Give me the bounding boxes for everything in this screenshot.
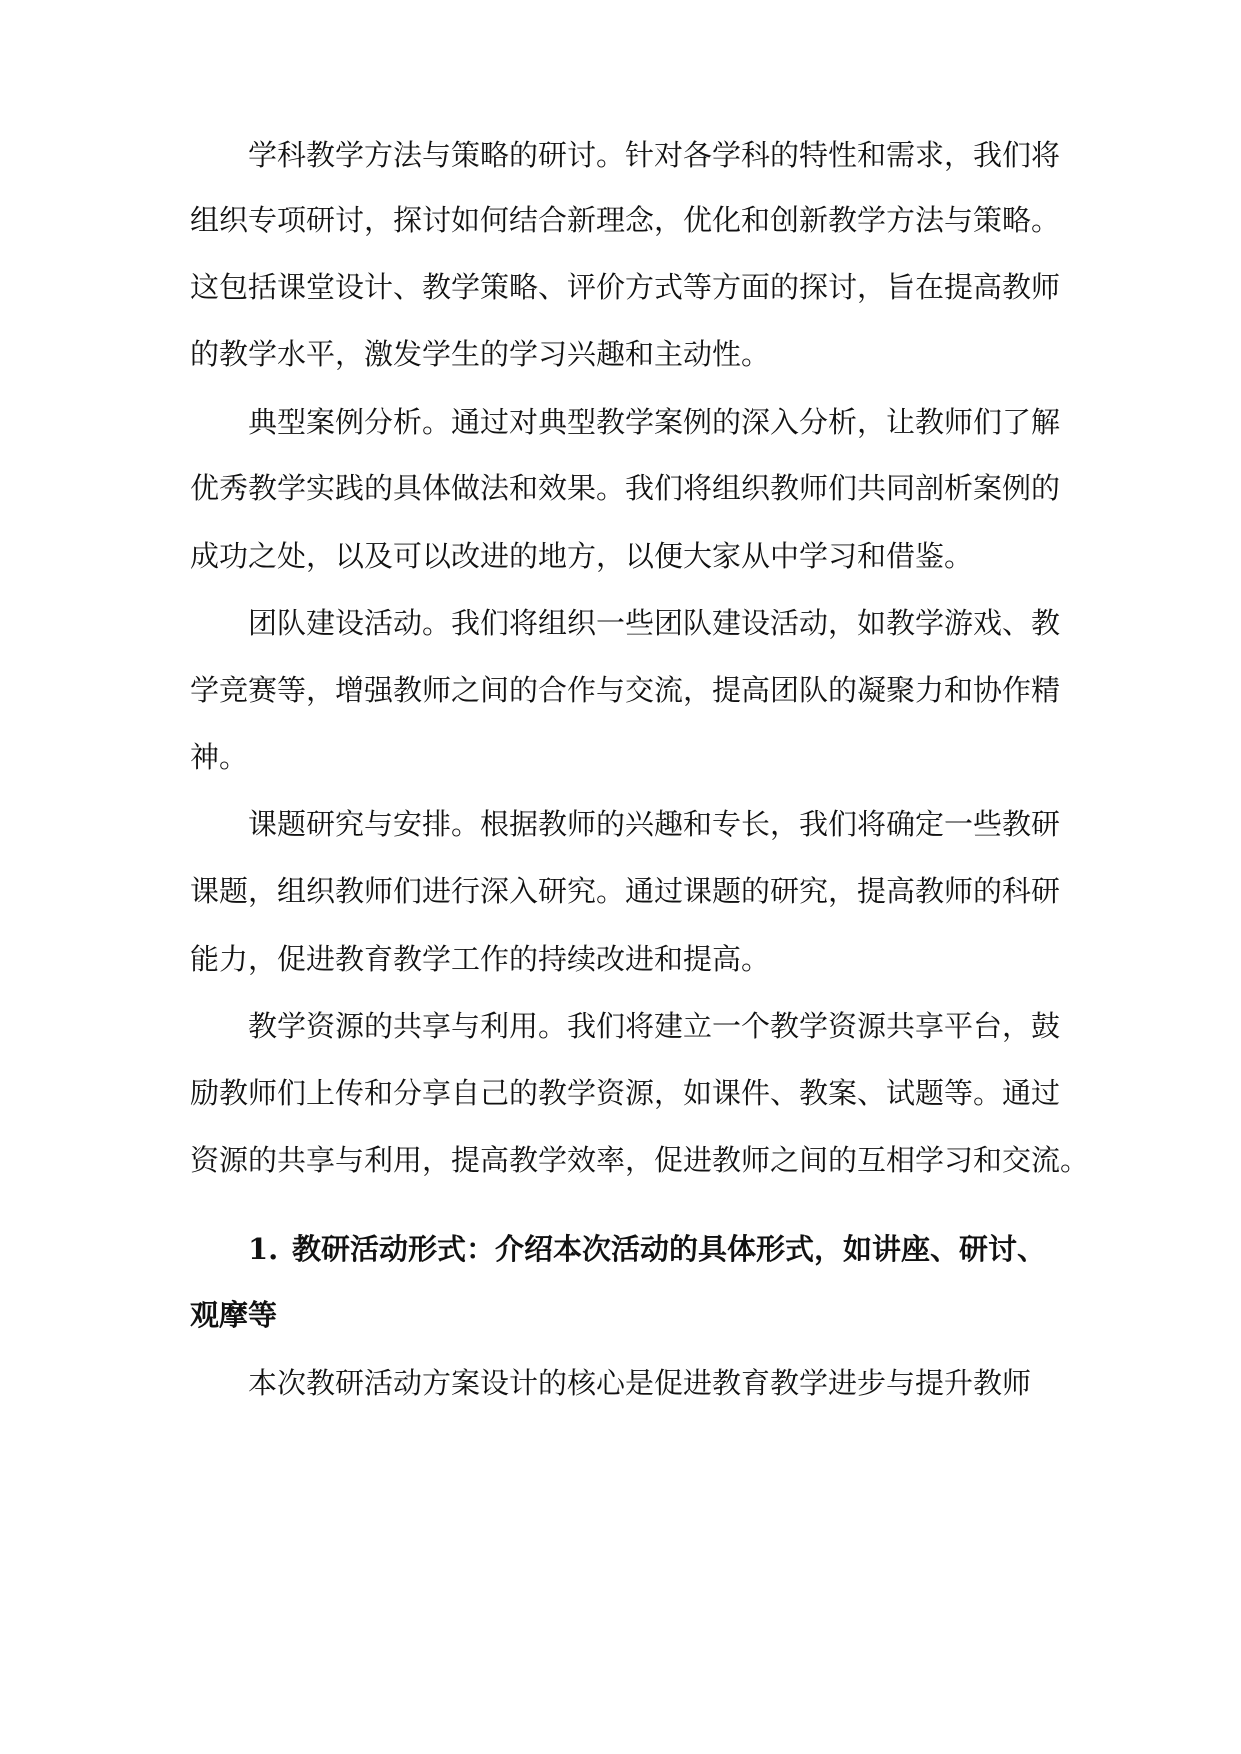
section-heading xyxy=(0,1224,1241,1274)
line-text: 学竞赛等，增强教师之间的合作与交流，提高团队的凝聚力和协作精 xyxy=(190,673,1061,707)
paragraph-line xyxy=(0,262,1241,312)
section-heading-continued xyxy=(0,1290,1241,1340)
paragraph-line xyxy=(0,130,1241,180)
paragraph-line xyxy=(0,1358,1241,1408)
paragraph-line xyxy=(0,463,1241,513)
paragraph-line xyxy=(0,866,1241,916)
heading-text: 观摩等 xyxy=(190,1298,278,1332)
paragraph-line xyxy=(0,1001,1241,1051)
line-text: 能力，促进教育教学工作的持续改进和提高。 xyxy=(190,942,771,976)
line-text: 神。 xyxy=(190,740,249,774)
paragraph-line xyxy=(0,329,1241,379)
paragraph-line xyxy=(0,397,1241,447)
paragraph-line xyxy=(0,531,1241,581)
paragraph-line xyxy=(0,934,1241,984)
line-text: 励教师们上传和分享自己的教学资源，如课件、教案、试题等。通过 xyxy=(190,1076,1061,1110)
line-text: 学科教学方法与策略的研讨。针对各学科的特性和需求，我们将 xyxy=(248,138,1061,172)
line-text: 典型案例分析。通过对典型教学案例的深入分析，让教师们了解 xyxy=(248,405,1061,439)
line-text: 这包括课堂设计、教学策略、评价方式等方面的探讨，旨在提高教师 xyxy=(190,270,1061,304)
line-text: 本次教研活动方案设计的核心是促进教育教学进步与提升教师 xyxy=(248,1366,1032,1400)
line-text: 的教学水平，激发学生的学习兴趣和主动性。 xyxy=(190,337,771,371)
paragraph-line xyxy=(0,1068,1241,1118)
line-text: 组织专项研讨，探讨如何结合新理念，优化和创新教学方法与策略。 xyxy=(190,203,1061,237)
paragraph-line xyxy=(0,598,1241,648)
line-text: 成功之处，以及可以改进的地方，以便大家从中学习和借鉴。 xyxy=(190,539,974,573)
heading-number: 1. xyxy=(248,1232,279,1266)
paragraph-line xyxy=(0,1135,1241,1185)
paragraph-line xyxy=(0,195,1241,245)
line-text: 教学资源的共享与利用。我们将建立一个教学资源共享平台，鼓 xyxy=(248,1009,1061,1043)
paragraph-line xyxy=(0,732,1241,782)
line-text: 团队建设活动。我们将组织一些团队建设活动，如教学游戏、教 xyxy=(248,606,1061,640)
line-text: 资源的共享与利用，提高教学效率，促进教师之间的互相学习和交流。 xyxy=(190,1143,1090,1177)
paragraph-line xyxy=(0,799,1241,849)
heading-text: 教研活动形式：介绍本次活动的具体形式，如讲座、研讨、 xyxy=(292,1232,1047,1266)
paragraph-line xyxy=(0,665,1241,715)
line-text: 优秀教学实践的具体做法和效果。我们将组织教师们共同剖析案例的 xyxy=(190,471,1061,505)
line-text: 课题研究与安排。根据教师的兴趣和专长，我们将确定一些教研 xyxy=(248,807,1061,841)
line-text: 课题，组织教师们进行深入研究。通过课题的研究，提高教师的科研 xyxy=(190,874,1061,908)
